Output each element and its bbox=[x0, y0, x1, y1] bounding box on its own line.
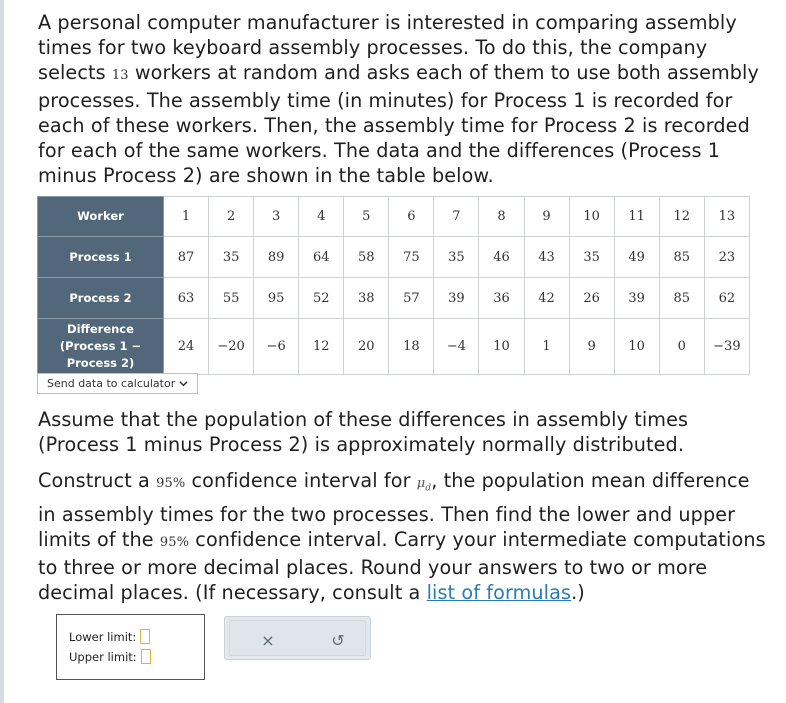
table-cell: 1 bbox=[164, 197, 209, 237]
table-cell: 55 bbox=[209, 278, 254, 319]
table-cell: 5 bbox=[344, 197, 389, 237]
lower-limit-input[interactable] bbox=[140, 629, 150, 644]
undo-button[interactable] bbox=[326, 628, 350, 652]
confidence-level: 95% bbox=[159, 534, 190, 550]
table-cell: 62 bbox=[704, 278, 749, 319]
table-cell: 85 bbox=[659, 237, 704, 278]
table-cell: 9 bbox=[569, 319, 614, 375]
chevron-down-icon bbox=[179, 379, 188, 388]
table-row bbox=[38, 278, 750, 319]
table-cell: 10 bbox=[479, 319, 524, 375]
upper-limit-label: Upper limit: bbox=[69, 649, 137, 664]
table-cell: 64 bbox=[299, 237, 344, 278]
table-row bbox=[38, 319, 750, 375]
table-cell: 35 bbox=[209, 237, 254, 278]
sample-size: 13 bbox=[111, 68, 129, 83]
undo-icon: ↺ bbox=[331, 630, 345, 650]
table-cell: 1 bbox=[524, 319, 569, 375]
row-header: Process 2 bbox=[38, 278, 164, 319]
table-cell: 95 bbox=[254, 278, 299, 319]
table-cell: 39 bbox=[434, 278, 479, 319]
table-cell: −39 bbox=[704, 319, 749, 375]
question-text: Construct a 95% confidence interval for $\mu_d$, the population mean difference in assembly times for the two processes. Then find the lower and upper limits of the 95% confidence interval. Carry your intermediate computations to three or more decimal places. Round your answers to two or more decimal places. (If necessary, consult a list of formulas.) bbox=[38, 469, 766, 604]
table-cell: 11 bbox=[614, 197, 659, 237]
table-row bbox=[38, 197, 750, 237]
row-header: Worker bbox=[38, 197, 164, 237]
table-cell: 75 bbox=[389, 237, 434, 278]
upper-limit-input[interactable] bbox=[141, 649, 151, 664]
upper-limit-row bbox=[69, 649, 151, 664]
send-data-to-calculator-button[interactable] bbox=[37, 373, 198, 394]
table-cell: 12 bbox=[299, 319, 344, 375]
answer-box bbox=[56, 614, 205, 680]
table-cell: 9 bbox=[524, 197, 569, 237]
table-cell: 23 bbox=[704, 237, 749, 278]
table-cell: 6 bbox=[389, 197, 434, 237]
table-cell: 42 bbox=[524, 278, 569, 319]
table-cell: 2 bbox=[209, 197, 254, 237]
table-cell: 35 bbox=[569, 237, 614, 278]
table-cell: −20 bbox=[209, 319, 254, 375]
close-icon: × bbox=[261, 630, 275, 650]
table-cell: 39 bbox=[614, 278, 659, 319]
table-cell: 10 bbox=[569, 197, 614, 237]
table-row bbox=[38, 237, 750, 278]
mu-d-symbol: $\mu_d$ bbox=[416, 476, 432, 494]
answer-tools bbox=[224, 616, 371, 660]
table-cell: 36 bbox=[479, 278, 524, 319]
table-cell: 49 bbox=[614, 237, 659, 278]
table-cell: 4 bbox=[299, 197, 344, 237]
table-cell: 10 bbox=[614, 319, 659, 375]
table-cell: 8 bbox=[479, 197, 524, 237]
table-cell: 43 bbox=[524, 237, 569, 278]
table-cell: 26 bbox=[569, 278, 614, 319]
table-cell: 57 bbox=[389, 278, 434, 319]
table-cell: 13 bbox=[704, 197, 749, 237]
table-cell: 12 bbox=[659, 197, 704, 237]
table-cell: −6 bbox=[254, 319, 299, 375]
row-header: Difference (Process 1 − Process 2) bbox=[38, 319, 164, 375]
table-cell: 24 bbox=[164, 319, 209, 375]
table-cell: 89 bbox=[254, 237, 299, 278]
table-cell: 20 bbox=[344, 319, 389, 375]
table-cell: 18 bbox=[389, 319, 434, 375]
table-cell: 3 bbox=[254, 197, 299, 237]
clear-button[interactable] bbox=[256, 628, 280, 652]
send-data-label: Send data to calculator bbox=[47, 377, 176, 390]
tools-inner bbox=[229, 620, 366, 656]
table-cell: 46 bbox=[479, 237, 524, 278]
table-cell: 63 bbox=[164, 278, 209, 319]
left-edge-bar bbox=[0, 0, 4, 703]
table-cell: 85 bbox=[659, 278, 704, 319]
table-cell: 35 bbox=[434, 237, 479, 278]
table-cell: 58 bbox=[344, 237, 389, 278]
problem-intro: A personal computer manufacturer is interested in comparing assembly times for two keyboard assembly processes. To do this, the company selects 13 workers at random and asks each of them to use both assembly processes. The assembly time (in minutes) for Process 1 is recorded for each of these workers. Then, the assembly time for Process 2 is recorded for each of the same workers. The data and the differences (Process 1 minus Process 2) are shown in the table below. bbox=[38, 11, 759, 187]
lower-limit-label: Lower limit: bbox=[69, 629, 137, 644]
table-cell: 7 bbox=[434, 197, 479, 237]
table-cell: 52 bbox=[299, 278, 344, 319]
table-cell: 87 bbox=[164, 237, 209, 278]
data-table bbox=[37, 196, 750, 375]
row-header: Process 1 bbox=[38, 237, 164, 278]
table-cell: 38 bbox=[344, 278, 389, 319]
normality-assumption: Assume that the population of these differences in assembly times (Process 1 minus Process 2) is approximately normally distributed. bbox=[38, 408, 689, 456]
lower-limit-row bbox=[69, 629, 150, 644]
list-of-formulas-link[interactable]: list of formulas bbox=[426, 580, 572, 604]
table-cell: −4 bbox=[434, 319, 479, 375]
table-cell: 0 bbox=[659, 319, 704, 375]
confidence-level: 95% bbox=[156, 476, 186, 491]
